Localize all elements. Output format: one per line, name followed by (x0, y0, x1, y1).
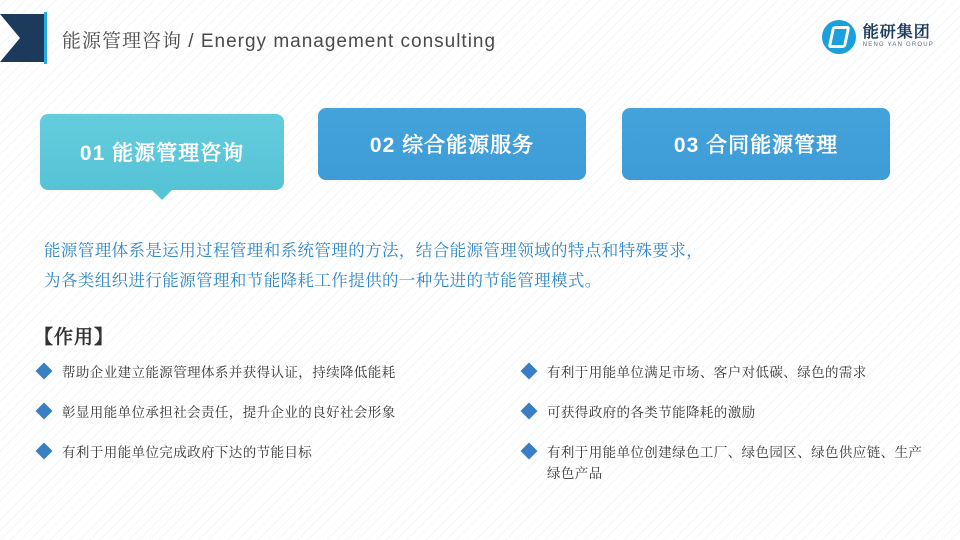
diamond-bullet-icon (521, 443, 538, 460)
list-item (523, 442, 928, 484)
list-item-label: 有利于用能单位创建绿色工厂、绿色园区、绿色供应链、生产绿色产品 (547, 445, 923, 481)
diamond-bullet-icon (36, 403, 53, 420)
list-item (38, 402, 483, 423)
list-item-label: 可获得政府的各类节能降耗的激励 (547, 405, 756, 420)
circle-logo-icon (822, 20, 856, 54)
list-item (523, 362, 928, 383)
lead-line-1: 能源管理体系是运用过程管理和系统管理的方法，结合能源管理领域的特点和特殊要求， (44, 242, 704, 260)
list-item (38, 362, 483, 383)
section-heading-role: 【作用】 (34, 327, 115, 348)
logo-name-en: NENG YAN GROUP (862, 42, 934, 49)
diamond-bullet-icon (36, 363, 53, 380)
list-item-label: 有利于用能单位完成政府下达的节能目标 (62, 445, 313, 460)
slide-header (0, 0, 960, 78)
tab-integrated-energy-service[interactable]: 02 综合能源服务 (318, 108, 586, 180)
bullet-column-left (38, 362, 483, 503)
diamond-bullet-icon (521, 403, 538, 420)
list-item (523, 402, 928, 423)
bullet-column-right (483, 362, 928, 503)
list-item (38, 442, 483, 463)
section-tabs (40, 108, 920, 194)
page-title: 能源管理咨询 / Energy management consulting (62, 31, 497, 52)
tab-energy-management-consulting[interactable]: 01 能源管理咨询 (40, 114, 284, 190)
logo-text-block (863, 25, 934, 48)
lead-paragraph (44, 236, 904, 296)
company-logo (822, 20, 934, 54)
tab-contract-energy-management[interactable]: 03 合同能源管理 (622, 108, 890, 180)
header-ribbon-decoration (0, 14, 46, 62)
list-item-label: 彰显用能单位承担社会责任，提升企业的良好社会形象 (62, 405, 396, 420)
lead-line-2: 为各类组织进行能源管理和节能降耗工作提供的一种先进的节能管理模式。 (44, 272, 602, 290)
diamond-bullet-icon (36, 443, 53, 460)
list-item-label: 有利于用能单位满足市场、客户对低碳、绿色的需求 (547, 365, 867, 380)
bullet-columns (38, 362, 928, 503)
logo-name-cn: 能研集团 (862, 24, 931, 42)
diamond-bullet-icon (521, 363, 538, 380)
list-item-label: 帮助企业建立能源管理体系并获得认证，持续降低能耗 (62, 365, 396, 380)
header-accent-bar (44, 12, 47, 64)
